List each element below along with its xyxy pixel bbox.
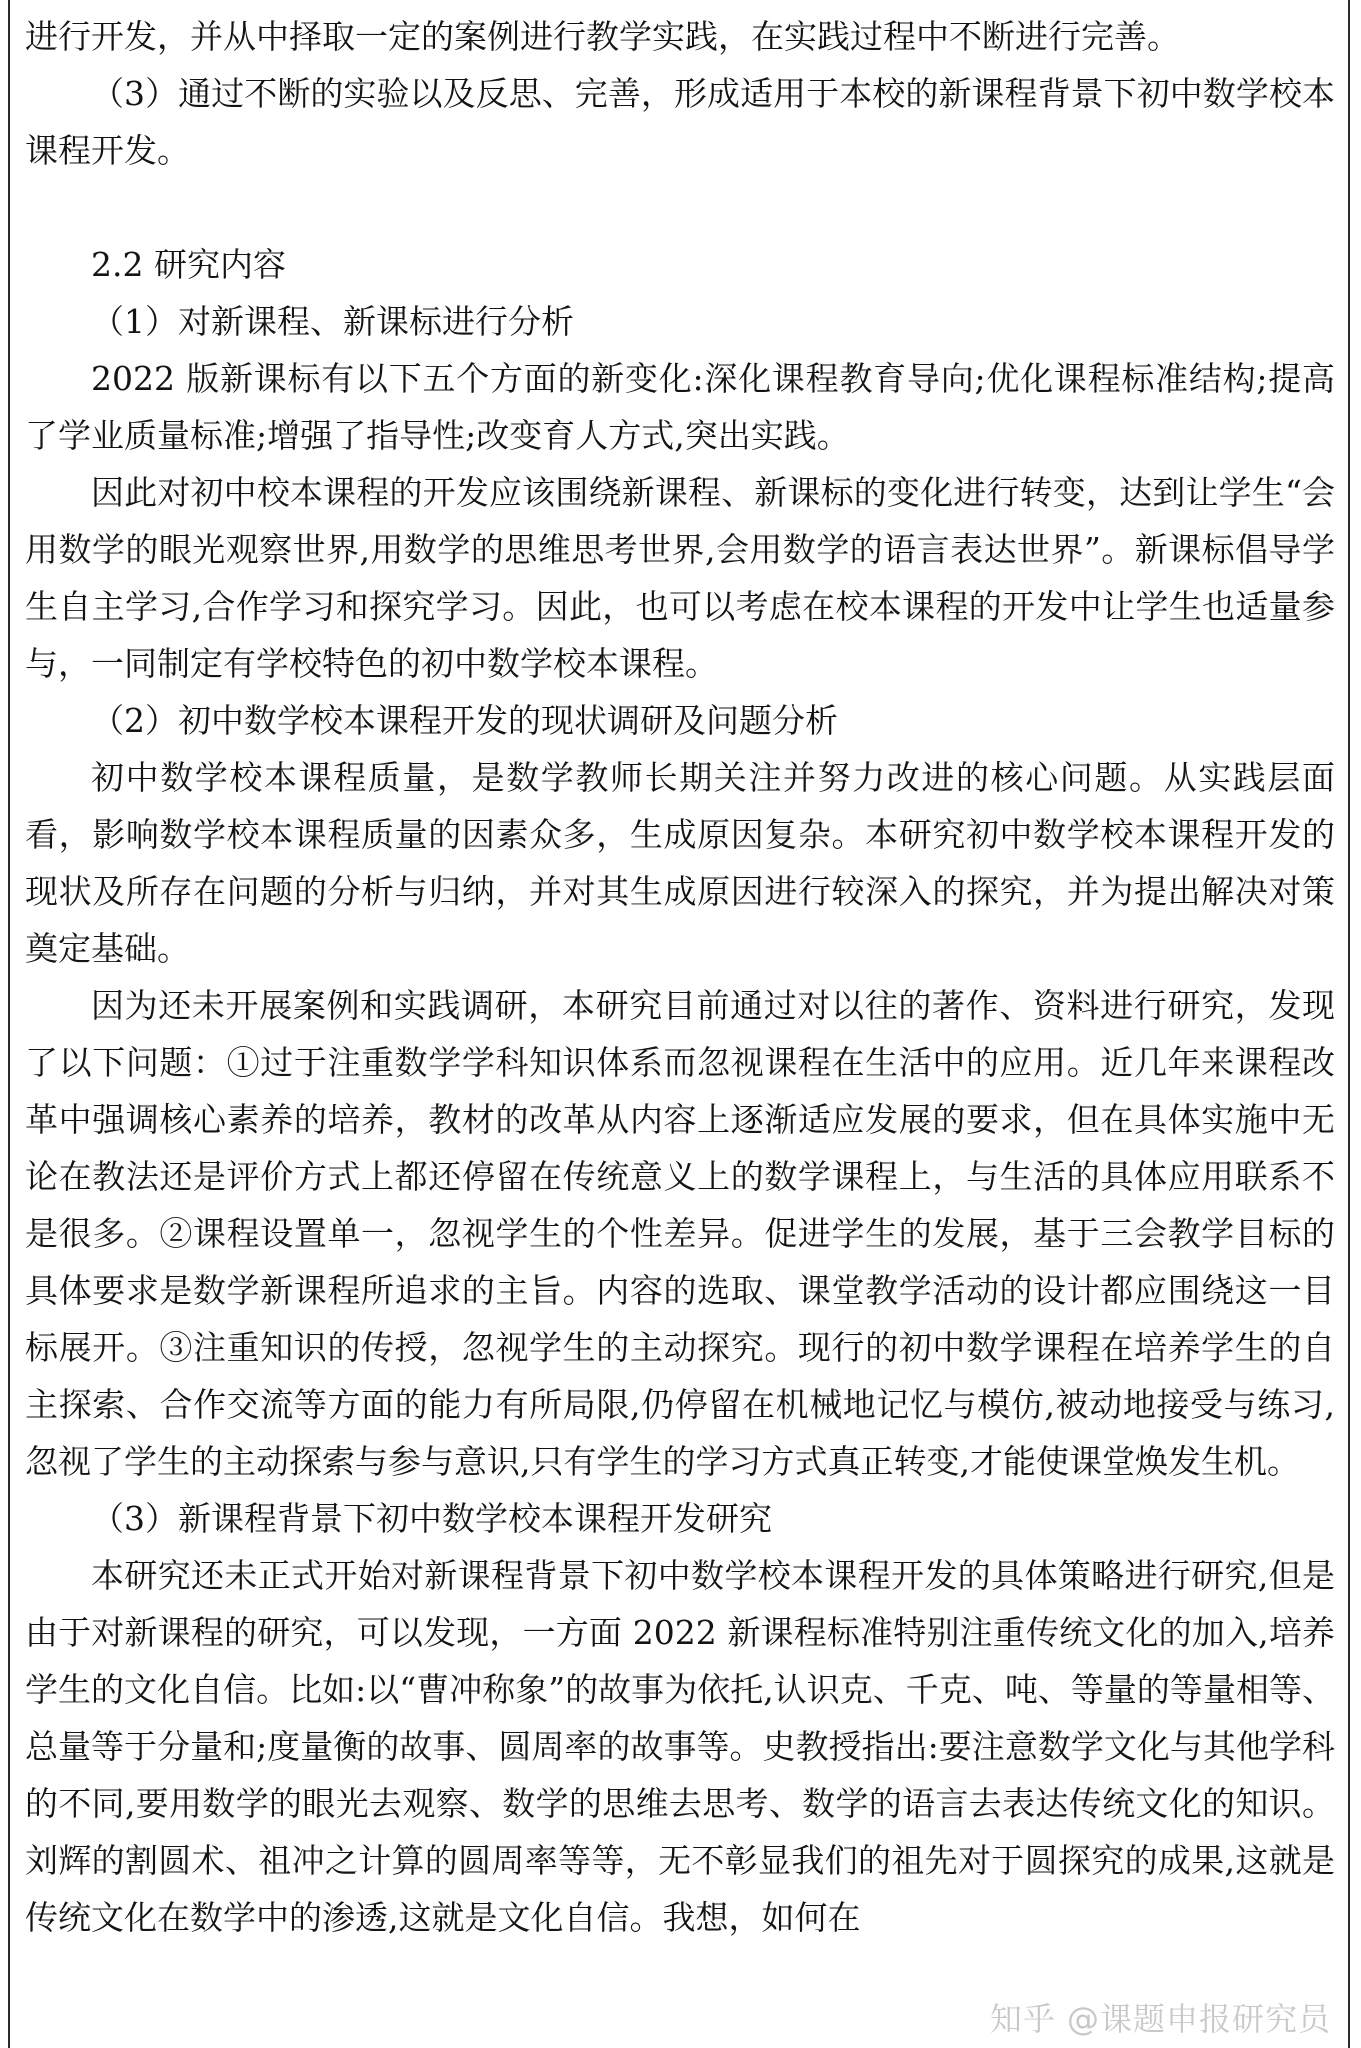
subsection-2-paragraph-2: 因为还未开展案例和实践调研，本研究目前通过对以往的著作、资料进行研究，发现了以下问题：①过于注重数学学科知识体系而忽视课程在生活中的应用。近几年来课程改革中强调核心素养的培养，教材的改革从内容上逐渐适应发展的要求，但在具体实施中无论在教法还是评价方式上都还停留在传统意义上的数学课程上，与生活的具体应用联系不是很多。②课程设置单一，忽视学生的个性差异。促进学生的发展，基于三会教学目标的具体要求是数学新课程所追求的主旨。内容的选取、课堂教学活动的设计都应围绕这一目标展开。③注重知识的传授，忽视学生的主动探究。现行的初中数学课程在培养学生的自主探索、合作交流等方面的能力有所局限,仍停留在机械地记忆与模仿,被动地接受与练习,忽视了学生的主动探索与参与意识,只有学生的学习方式真正转变,才能使课堂焕发生机。: [25, 986, 1335, 1481]
watermark: 知乎 @课题申报研究员: [989, 2000, 1331, 2038]
intro-continuation-paragraph: 进行开发，并从中择取一定的案例进行教学实践，在实践过程中不断进行完善。: [25, 17, 1180, 56]
section-heading-2-2: 2.2 研究内容: [91, 245, 286, 284]
section-spacer: [25, 179, 1335, 236]
subsection-heading-1: （1）对新课程、新课标进行分析: [91, 302, 574, 341]
document-body: [25, 8, 1335, 1946]
subsection-1-paragraph-1: 2022 版新课标有以下五个方面的新变化:深化课程教育导向;优化课程标准结构;提高了学业质量标准;增强了指导性;改变育人方式,突出实践。: [25, 359, 1335, 455]
subsection-heading-3: （3）新课程背景下初中数学校本课程开发研究: [91, 1499, 772, 1538]
subsection-1-paragraph-2: 因此对初中校本课程的开发应该围绕新课程、新课标的变化进行转变，达到让学生“会用数学的眼光观察世界,用数学的思维思考世界,会用数学的语言表达世界”。新课标倡导学生自主学习,合作学习和探究学习。因此，也可以考虑在校本课程的开发中让学生也适量参与，一同制定有学校特色的初中数学校本课程。: [25, 473, 1335, 683]
subsection-2-paragraph-1: 初中数学校本课程质量，是数学教师长期关注并努力改进的核心问题。从实践层面看，影响数学校本课程质量的因素众多，生成原因复杂。本研究初中数学校本课程开发的现状及所存在问题的分析与归纳，并对其生成原因进行较深入的探究，并为提出解决对策奠定基础。: [25, 758, 1335, 968]
subsection-heading-2: （2）初中数学校本课程开发的现状调研及问题分析: [91, 701, 838, 740]
subsection-3-paragraph-1: 本研究还未正式开始对新课程背景下初中数学校本课程开发的具体策略进行研究,但是由于对新课程的研究，可以发现，一方面 2022 新课程标准特别注重传统文化的加入,培养学生的文化自信。比如:以“曹冲称象”的故事为依托,认识克、千克、吨、等量的等量相等、总量等于分量和;度量衡的故事、圆周率的故事等。史教授指出:要注意数学文化与其他学科的不同,要用数学的眼光去观察、数学的思维去思考、数学的语言去表达传统文化的知识。刘辉的割圆术、祖冲之计算的圆周率等等，无不彰显我们的祖先对于圆探究的成果,这就是传统文化在数学中的渗透,这就是文化自信。我想，如何在: [25, 1556, 1335, 1937]
goal-item-3-paragraph: （3）通过不断的实验以及反思、完善，形成适用于本校的新课程背景下初中数学校本课程开发。: [25, 74, 1335, 170]
